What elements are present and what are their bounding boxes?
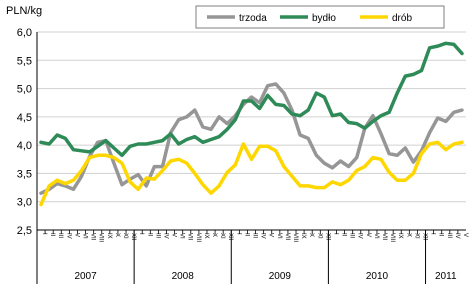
x-month-label: IX — [105, 233, 112, 239]
x-month-label: II — [49, 233, 56, 237]
x-month-label: X — [308, 233, 315, 238]
y-tick-label: 3,0 — [16, 196, 32, 209]
x-month-label: IV — [259, 233, 266, 239]
x-month-label: X — [211, 233, 217, 238]
x-month-label: V — [267, 233, 274, 238]
x-month-label: V — [462, 233, 468, 238]
x-month-label: XI — [413, 233, 420, 239]
x-month-label: XII — [130, 233, 137, 241]
x-month-label: II — [243, 233, 250, 237]
x-month-label: V — [170, 233, 177, 238]
x-month-label: VIII — [194, 233, 201, 243]
x-month-label: III — [154, 233, 161, 239]
x-month-label: IX — [300, 233, 307, 239]
year-label: 2008 — [171, 271, 194, 282]
x-month-label: XI — [316, 233, 323, 239]
x-month-label: VII — [381, 233, 387, 241]
x-month-label: VI — [178, 233, 185, 239]
year-label: 2007 — [74, 271, 97, 282]
x-month-label: VII — [89, 233, 96, 241]
x-month-label: II — [340, 233, 347, 237]
y-tick-label: 2,5 — [16, 225, 32, 237]
x-month-label: I — [138, 233, 145, 235]
x-month-label: VII — [186, 233, 193, 241]
y-axis-ticks — [17, 27, 32, 237]
x-month-label: IV — [162, 233, 169, 239]
x-month-label: I — [235, 233, 242, 235]
y-tick-label: 5,0 — [16, 83, 32, 96]
y-tick-label: 3,5 — [16, 168, 32, 181]
year-label: 2011 — [435, 271, 457, 282]
x-month-label: II — [437, 233, 444, 237]
x-month-label: XI — [219, 233, 226, 239]
plot-area — [37, 32, 466, 230]
x-month-label: III — [445, 233, 452, 239]
x-month-label: V — [73, 233, 80, 238]
x-month-label: XII — [324, 233, 331, 241]
legend-label: drób — [392, 13, 413, 24]
y-tick-label: 5,5 — [16, 55, 32, 68]
x-month-label: X — [405, 233, 412, 238]
x-month-label: XII — [421, 233, 428, 241]
legend-label: trzoda — [239, 13, 267, 24]
x-month-label: IX — [202, 233, 209, 239]
x-month-label: XII — [227, 233, 234, 241]
x-month-label: III — [348, 233, 355, 239]
x-month-label: VI — [372, 233, 379, 239]
x-month-label: VIII — [292, 233, 298, 243]
x-month-label: XI — [122, 233, 128, 239]
x-month-label: VIII — [97, 233, 104, 243]
x-month-label: III — [251, 233, 258, 239]
year-label: 2010 — [365, 271, 389, 282]
y-axis-label: PLN/kg — [6, 5, 43, 17]
x-month-label: II — [146, 233, 153, 237]
y-tick-label: 4,5 — [16, 111, 32, 124]
x-month-label: V — [364, 233, 371, 238]
x-month-label: III — [57, 233, 64, 239]
x-month-label: IV — [453, 233, 460, 239]
x-month-label: VI — [275, 233, 282, 239]
y-tick-label: 6,0 — [16, 27, 32, 39]
x-month-label: VII — [283, 233, 290, 241]
legend-label: bydło — [312, 13, 336, 24]
y-tick-label: 4,0 — [16, 140, 32, 153]
x-month-label: I — [332, 233, 339, 235]
x-month-label: IV — [356, 233, 363, 239]
x-month-label: X — [113, 233, 120, 238]
year-label: 2009 — [268, 271, 291, 282]
x-month-label: I — [429, 233, 436, 235]
x-month-label: VI — [81, 233, 88, 239]
x-month-label: VIII — [389, 233, 396, 243]
x-month-label: IX — [397, 233, 404, 239]
x-month-label: I — [41, 233, 47, 235]
legend — [196, 6, 444, 28]
x-month-label: IV — [65, 233, 72, 239]
